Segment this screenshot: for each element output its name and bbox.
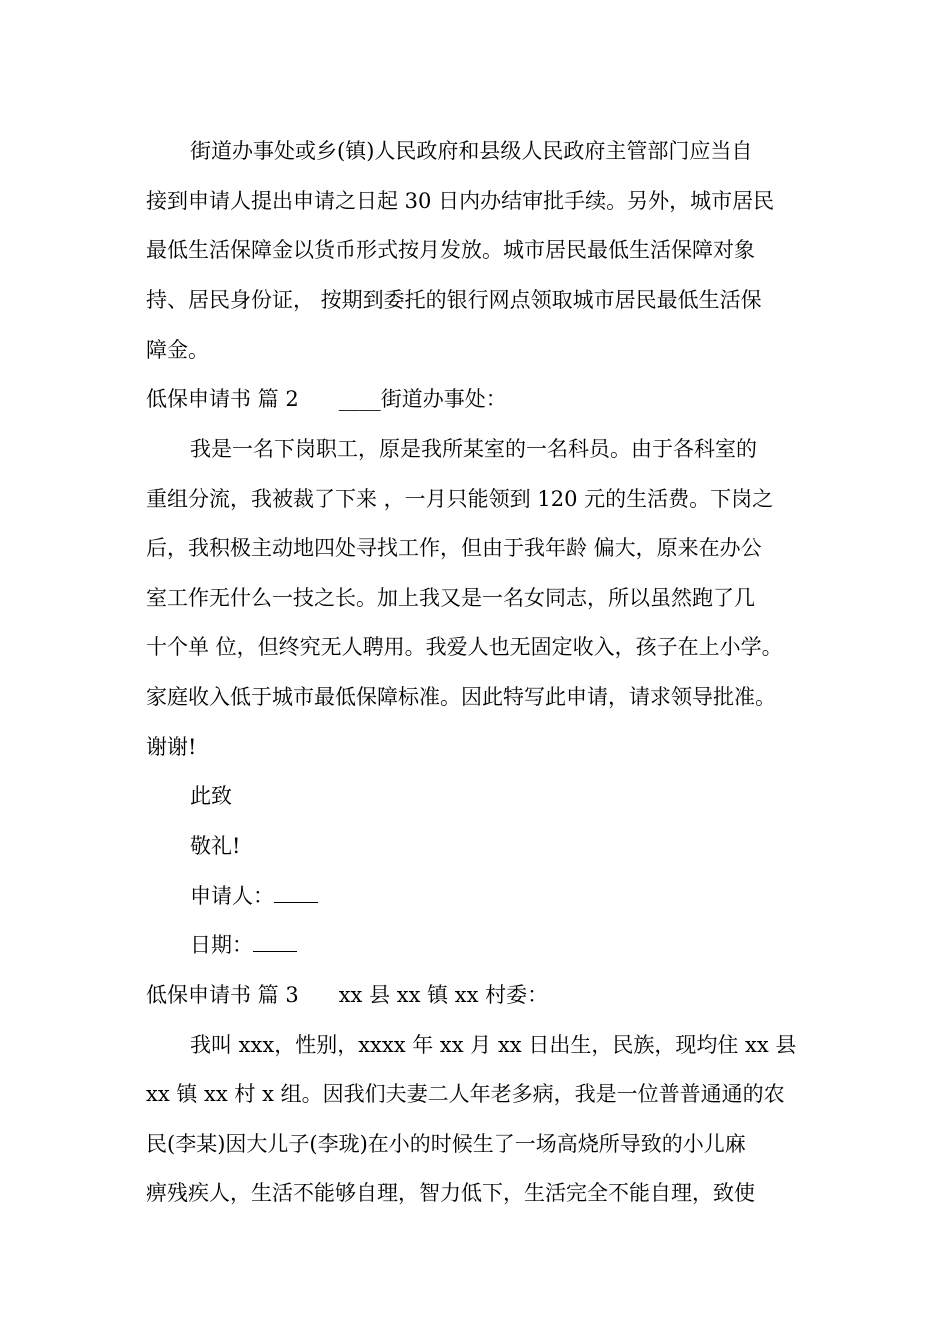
paragraph-line: 障金。 bbox=[146, 338, 209, 362]
recipient: ____街道办事处： bbox=[338, 387, 507, 411]
date-row bbox=[190, 930, 297, 960]
applicant-row bbox=[190, 881, 318, 911]
salute: 敬礼! bbox=[190, 834, 241, 858]
paragraph-line: xx 镇 xx 村 x 组。因我们夫妻二人年老多病，我是一位普普通通的农 bbox=[146, 1082, 785, 1106]
paragraph-line: 后，我积极主动地四处寻找工作，但由于我年龄 偏大，原来在办公 bbox=[146, 536, 762, 560]
section-heading-row bbox=[146, 384, 507, 414]
paragraph-line: 我是一名下岗职工，原是我所某室的一名科员。由于各科室的 bbox=[190, 437, 757, 461]
section-heading: 低保申请书 篇 3 bbox=[146, 983, 299, 1007]
paragraph-line: 持、居民身份证， 按期到委托的银行网点领取城市居民最低生活保 bbox=[146, 288, 762, 312]
paragraph-line: 家庭收入低于城市最低保障标准。因此特写此申请，请求领导批准。 bbox=[146, 685, 776, 709]
section-heading-row bbox=[146, 980, 548, 1010]
paragraph-line: 十个单 位，但终究无人聘用。我爱人也无固定收入，孩子在上小学。 bbox=[146, 635, 783, 659]
paragraph-line: 重组分流，我被裁了下来 ，一月只能领到 120 元的生活费。下岗之 bbox=[146, 487, 774, 511]
applicant-blank bbox=[274, 884, 318, 903]
recipient: xx 县 xx 镇 xx 村委： bbox=[338, 983, 549, 1007]
paragraph-line: 谢谢! bbox=[146, 735, 197, 759]
date-blank bbox=[253, 933, 297, 952]
paragraph-line: 痹残疾人，生活不能够自理，智力低下，生活完全不能自理，致使 bbox=[146, 1181, 755, 1205]
closing: 此致 bbox=[190, 784, 232, 808]
date-label: 日期： bbox=[190, 933, 253, 957]
paragraph-line: 室工作无什么一技之长。加上我又是一名女同志，所以虽然跑了几 bbox=[146, 586, 755, 610]
paragraph-line: 我叫 xxx，性别，xxxx 年 xx 月 xx 日出生，民族，现均住 xx 县 bbox=[190, 1033, 797, 1057]
section-heading: 低保申请书 篇 2 bbox=[146, 387, 299, 411]
applicant-label: 申请人： bbox=[190, 884, 274, 908]
paragraph-line: 接到申请人提出申请之日起 30 日内办结审批手续。另外，城市居民 bbox=[146, 189, 775, 213]
paragraph-line: 街道办事处或乡(镇)人民政府和县级人民政府主管部门应当自 bbox=[190, 139, 753, 163]
paragraph-line: 最低生活保障金以货币形式按月发放。城市居民最低生活保障对象 bbox=[146, 238, 755, 262]
paragraph-line: 民(李某)因大儿子(李珑)在小的时候生了一场高烧所导致的小儿麻 bbox=[146, 1132, 746, 1156]
